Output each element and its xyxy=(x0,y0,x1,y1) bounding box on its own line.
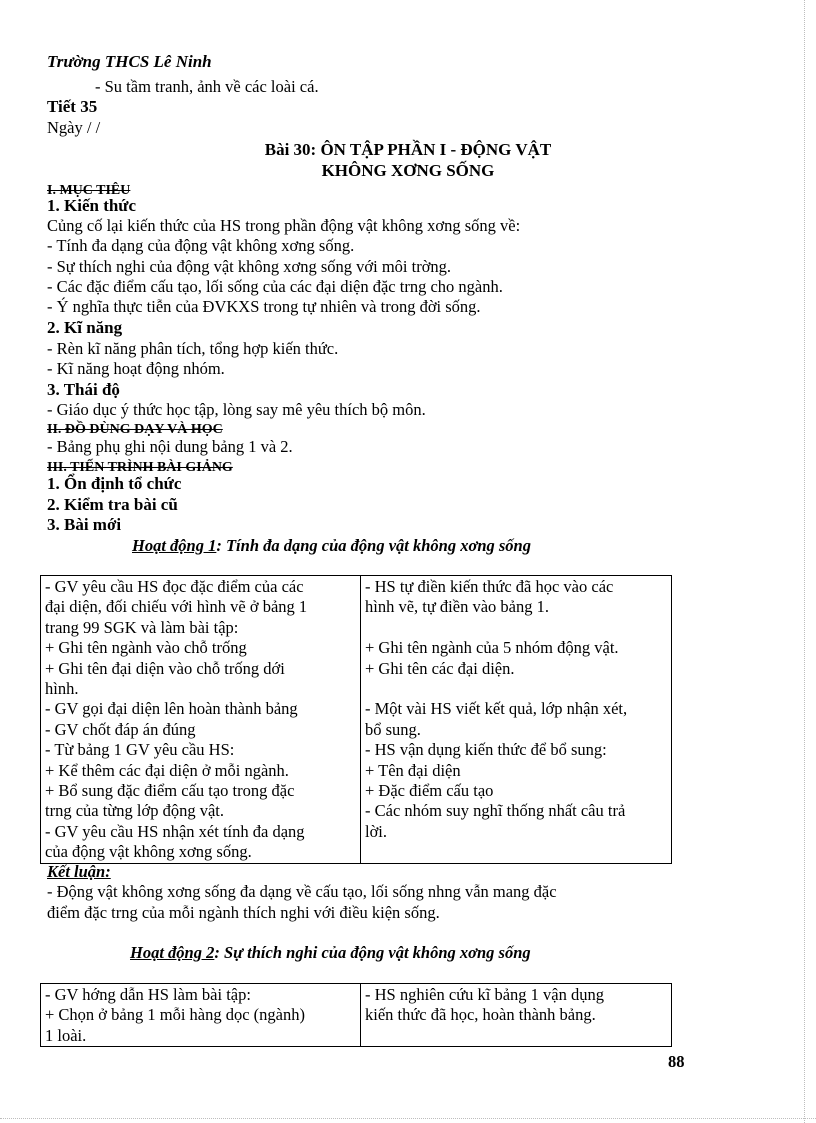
table-row-text: của động vật không xơng sống. xyxy=(45,842,252,862)
section-materials-heading: II. ĐỒ DÙNG DẠY VÀ HỌC xyxy=(47,422,223,437)
activity1-title: : Tính đa dạng của động vật không xơng sống xyxy=(216,536,531,555)
table-row-text: + Ghi tên các đại diện. xyxy=(365,658,515,678)
activity2-label: Hoạt động 2 xyxy=(130,943,215,962)
table-row-text xyxy=(365,618,667,638)
skills-line: - Rèn kĩ năng phân tích, tổng hợp kiến thức. xyxy=(47,339,339,358)
table-row-text: đại diện, đối chiếu với hình vẽ ở bảng 1 xyxy=(45,597,308,617)
knowledge-line: - Sự thích nghi của động vật không xơng sống với môi trờng. xyxy=(47,257,452,276)
table-row-text: 1 loài. xyxy=(45,1025,87,1045)
previous-homework-line: - Su tầm tranh, ảnh về các loài cá. xyxy=(95,77,319,96)
table-row-text: - Từ bảng 1 GV yêu cầu HS: xyxy=(45,740,235,760)
activity2-table xyxy=(40,983,672,1047)
page-number: 88 xyxy=(668,1052,685,1071)
lesson-title-line1: Bài 30: ÔN TẬP PHẦN I - ĐỘNG VẬT xyxy=(264,140,552,159)
attitude-heading: 3. Thái độ xyxy=(47,380,120,399)
section-procedure-heading: III. TIẾN TRÌNH BÀI GIẢNG xyxy=(47,460,233,475)
date-line: Ngày / / xyxy=(47,118,101,137)
table-row-text: + Chọn ở bảng 1 mỗi hàng dọc (ngành) xyxy=(45,1005,305,1025)
knowledge-line: - Các đặc điểm cấu tạo, lối sống của các đại diện đặc trng cho ngành. xyxy=(47,277,503,296)
table-row-text: bổ sung. xyxy=(365,719,421,739)
table-row-text: - GV yêu cầu HS nhận xét tính đa dạng xyxy=(45,821,305,841)
teacher-activities-cell xyxy=(41,576,361,864)
materials-line: - Bảng phụ ghi nội dung bảng 1 và 2. xyxy=(47,437,293,456)
activity2-title: : Sự thích nghi của động vật không xơng sống xyxy=(214,943,531,962)
table-row-text: - HS nghiên cứu kĩ bảng 1 vận dụng xyxy=(365,985,604,1004)
table-row-text: lời. xyxy=(365,821,388,841)
section-objectives-heading: I. MỤC TIÊU xyxy=(47,183,131,198)
student-activities-cell xyxy=(361,576,672,864)
table-row-text: hình. xyxy=(45,679,79,699)
activity2-heading xyxy=(130,943,531,963)
table-row-text: + Ghi tên đại diện vào chỗ trống dới xyxy=(45,658,285,678)
knowledge-line: Củng cố lại kiến thức của HS trong phần động vật không xơng sống về: xyxy=(47,216,521,235)
table-row-text: trng của từng lớp động vật. xyxy=(45,801,224,821)
table-row-text: + Ghi tên ngành của 5 nhóm động vật. xyxy=(365,638,619,658)
procedure-step-3: 3. Bài mới xyxy=(47,515,122,534)
conclusion-label: Kết luận: xyxy=(47,862,111,881)
activity1-label: Hoạt động 1 xyxy=(132,536,217,555)
knowledge-line: - Ý nghĩa thực tiễn của ĐVKXS trong tự nhiên và trong đời sống. xyxy=(47,297,481,316)
table-row-text: + Bổ sung đặc điểm cấu tạo trong đặc xyxy=(45,781,295,801)
teacher-activities-cell xyxy=(41,984,361,1047)
page-edge-dotted-bottom xyxy=(0,1118,816,1119)
table-row-text: trang 99 SGK và làm bài tập: xyxy=(45,617,239,637)
procedure-step-1: 1. Ổn định tổ chức xyxy=(47,474,182,493)
table-row-text: - GV hớng dẫn HS làm bài tập: xyxy=(45,985,251,1004)
table-row-text: - GV gọi đại diện lên hoàn thành bảng xyxy=(45,699,298,719)
knowledge-line: - Tính đa dạng của động vật không xơng sống. xyxy=(47,236,355,255)
skills-line: - Kĩ năng hoạt động nhóm. xyxy=(47,359,225,378)
table-row-text: - HS vận dụng kiến thức để bổ sung: xyxy=(365,740,607,760)
table-row-text: kiến thức đã học, hoàn thành bảng. xyxy=(365,1005,596,1025)
conclusion-line: điểm đặc trng của mỗi ngành thích nghi với điều kiện sống. xyxy=(47,903,440,922)
table-row-text: hình vẽ, tự điền vào bảng 1. xyxy=(365,597,549,617)
activity1-heading xyxy=(132,536,531,556)
period-number: Tiết 35 xyxy=(47,97,98,116)
student-activities-cell xyxy=(361,984,672,1047)
table-row-text: + Đặc điểm cấu tạo xyxy=(365,781,494,801)
attitude-line: - Giáo dục ý thức học tập, lòng say mê yêu thích bộ môn. xyxy=(47,400,426,419)
table-row-text: - HS tự điền kiến thức đã học vào các xyxy=(365,577,614,596)
table-row-text: - GV yêu cầu HS đọc đặc điểm của các xyxy=(45,577,304,596)
lesson-title-line2: KHÔNG XƠNG SỐNG xyxy=(321,161,495,180)
skills-heading: 2. Kĩ năng xyxy=(47,318,123,337)
conclusion-line: - Động vật không xơng sống đa dạng về cấu tạo, lối sống nhng vẫn mang đặc xyxy=(47,882,557,901)
procedure-step-2: 2. Kiểm tra bài cũ xyxy=(47,495,178,514)
table-row-text xyxy=(365,679,667,699)
table-row-text: + Tên đại diện xyxy=(365,760,461,780)
table-row-text: + Kể thêm các đại diện ở mỗi ngành. xyxy=(45,760,289,780)
activity1-table xyxy=(40,575,672,864)
school-name: Trường THCS Lê Ninh xyxy=(47,52,212,71)
table-row-text: - GV chốt đáp án đúng xyxy=(45,719,196,739)
knowledge-heading: 1. Kiến thức xyxy=(47,196,137,215)
table-row-text: - Các nhóm suy nghĩ thống nhất câu trả xyxy=(365,801,626,821)
table-row-text: + Ghi tên ngành vào chỗ trống xyxy=(45,638,247,658)
page-edge-dotted-right xyxy=(804,0,805,1123)
table-row-text: - Một vài HS viết kết quả, lớp nhận xét, xyxy=(365,699,628,719)
